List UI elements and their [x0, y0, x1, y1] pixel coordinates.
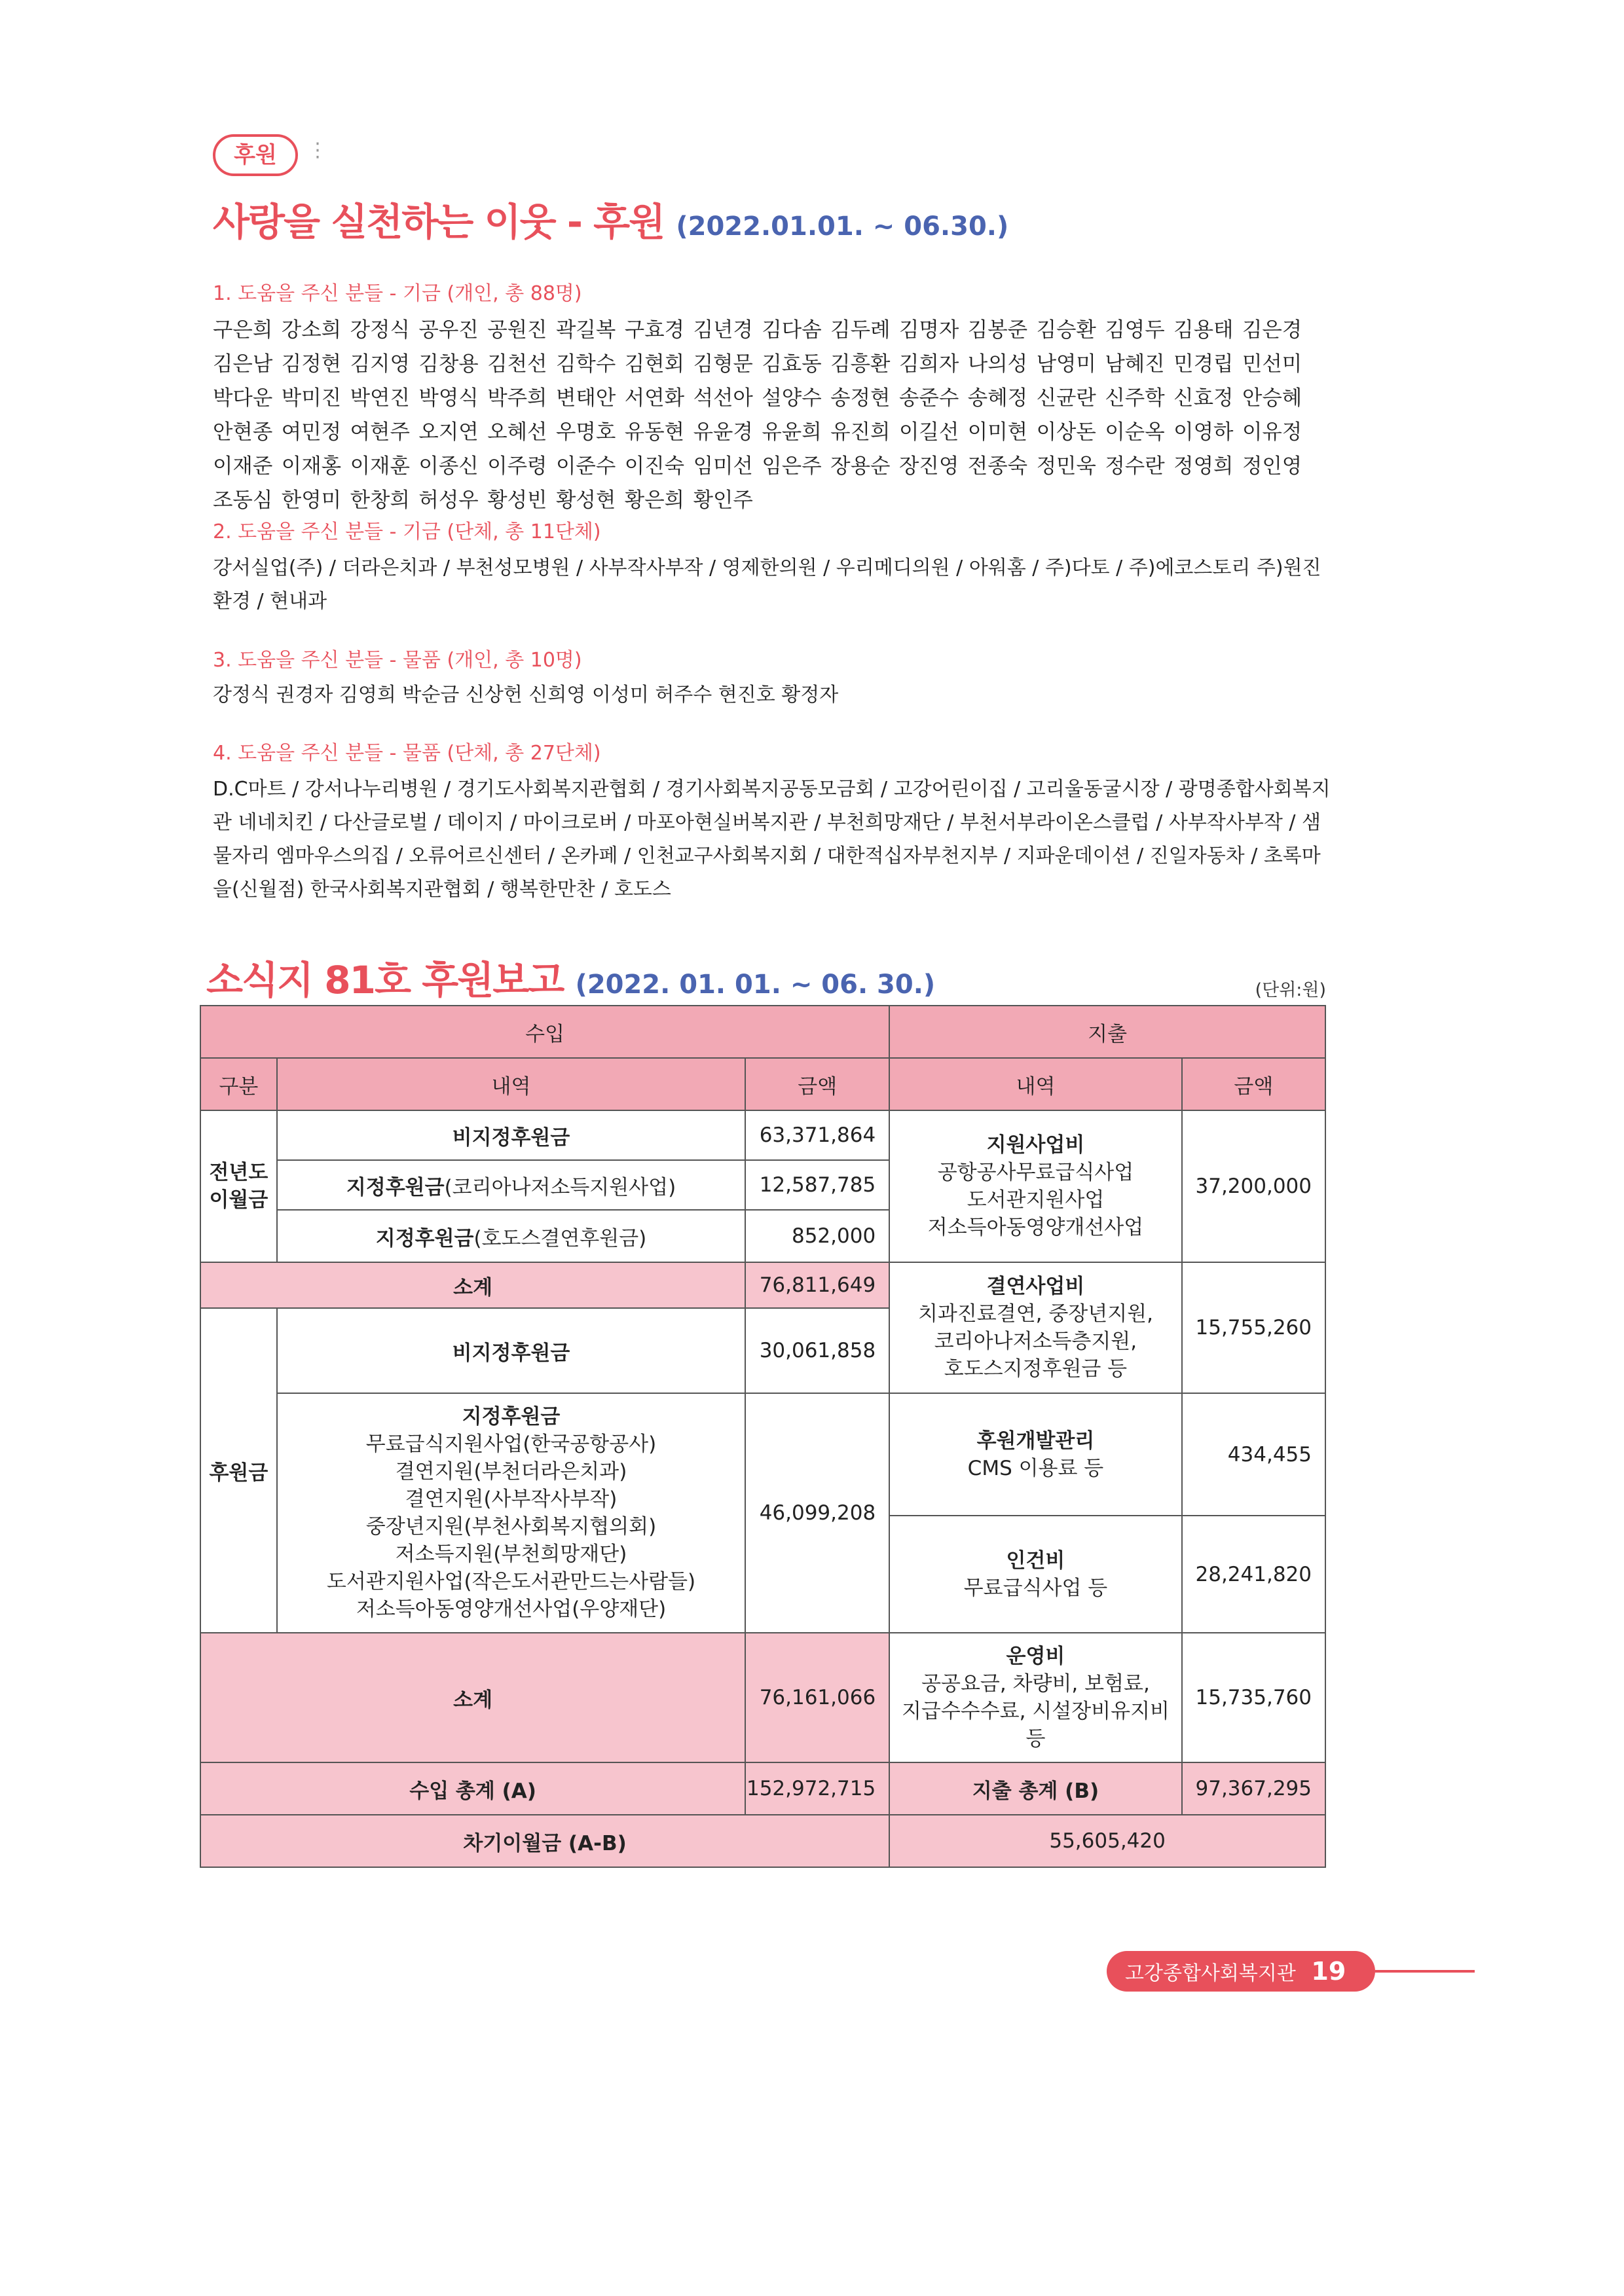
donor-name: 유윤경 — [693, 420, 753, 444]
group-fund-donors: 강서실업(주) / 더라은치과 / 부천성모병원 / 사부작사부작 / 영제한의원 / 우리메디의원 / 아워홈 / 주)다토 / 주)에코스토리 주)원진환경 / 현내과 — [213, 556, 1321, 613]
page-headline — [213, 191, 1008, 246]
report-period: (2022. 01. 01. ~ 06. 30.) — [575, 970, 936, 1000]
donor-name: 이재홍 — [281, 454, 342, 478]
donor-name: 강정식 — [350, 318, 410, 342]
footer-pill — [1107, 1951, 1375, 1992]
donation-subtotal-label: 소계 — [200, 1633, 745, 1762]
donor-name: 김정현 — [281, 352, 342, 376]
section-title-1: 1. 도움을 주신 분들 - 기금 (개인, 총 88명) — [213, 282, 582, 305]
group-goods-donors: D.C마트 / 강서나누리병원 / 경기도사회복지관협회 / 경기사회복지공동모금회 / 고강어린이집 / 고리울동굴시장 / 광명종합사회복지관 네네치킨 / 다산글로벌 / 데이지 / 마이크로버 / 마포아현실버복지관 / 부천희망재단 / 부천서부라이온스클럽 / 사부작사부작 / 샘물자리 엠마우스의집 / 오류어르신센터 / 온카페 / 인천교구사회복지회 / 대한적십자부천지부 / 지파운데이션 / 진일자동차 / 초록마을(신월점) 한국사회복지관협회 / 행복한만찬 / 호도스 — [213, 778, 1331, 901]
donor-name: 김지영 — [350, 352, 410, 376]
donor-name: 허성우 — [418, 488, 479, 512]
income-detail-header: 내역 — [277, 1058, 745, 1110]
donor-name: 이길선 — [898, 420, 959, 444]
donor-name: 이순옥 — [1105, 420, 1165, 444]
donor-name: 남혜진 — [1105, 352, 1165, 376]
report-title-text: 소식지 81호 후원보고 — [206, 958, 564, 1002]
donor-name: 임은주 — [762, 454, 822, 478]
donor-name: 김다솜 — [762, 318, 822, 342]
donor-name: 한창희 — [350, 488, 410, 512]
donor-name: 정인영 — [1242, 454, 1302, 478]
income-amount-header: 금액 — [745, 1058, 889, 1110]
donor-name: 민경립 — [1173, 352, 1234, 376]
expense-item-2: 결연사업비 치과진료결연, 중장년지원, 코리아나저소득층지원, 호도스지정후원금 등 — [889, 1262, 1182, 1393]
donor-name: 신균란 — [1036, 386, 1096, 410]
donor-name: 송준수 — [898, 386, 959, 410]
donor-name: 이상돈 — [1036, 420, 1096, 444]
donor-name: 석선아 — [693, 386, 753, 410]
donor-name: 안현종 — [213, 420, 273, 444]
expense-amount-5: 15,735,760 — [1182, 1633, 1325, 1762]
income-header: 수입 — [200, 1006, 889, 1058]
expense-item-5: 운영비 공공요금, 차량비, 보험료, 지급수수수료, 시설장비유지비 등 — [889, 1633, 1182, 1762]
donor-name: 구효경 — [624, 318, 685, 342]
headline-period: (2022.01.01. ~ 06.30.) — [676, 211, 1009, 242]
tag-dots: ⋮ — [308, 139, 327, 162]
donor-name: 김영두 — [1105, 318, 1165, 342]
donor-name: 민선미 — [1242, 352, 1302, 376]
donor-name: 박다운 — [213, 386, 273, 410]
donor-name: 황성빈 — [487, 488, 547, 512]
donor-name: 김학수 — [555, 352, 616, 376]
undesignated-label: 비지정후원금 — [277, 1308, 745, 1393]
donor-name: 이주령 — [487, 454, 547, 478]
donor-name: 박미진 — [281, 386, 342, 410]
designated-amount: 46,099,208 — [745, 1393, 889, 1633]
donor-name: 김은경 — [1242, 318, 1302, 342]
carry-subtotal: 76,811,649 — [745, 1262, 889, 1308]
donor-name: 남영미 — [1036, 352, 1096, 376]
donor-name: 이유정 — [1242, 420, 1302, 444]
footer-line — [1375, 1970, 1475, 1973]
donor-name: 박영식 — [418, 386, 479, 410]
unit-label: (단위:원) — [1255, 980, 1326, 1000]
donor-name: 정영희 — [1173, 454, 1234, 478]
donor-name: 변태안 — [555, 386, 616, 410]
income-total-label: 수입 총계 (A) — [200, 1762, 745, 1815]
donor-name: 장용순 — [830, 454, 891, 478]
donor-name: 이미현 — [967, 420, 1028, 444]
donor-name: 박주희 — [487, 386, 547, 410]
donor-name: 강소희 — [281, 318, 342, 342]
expense-amount-header: 금액 — [1182, 1058, 1325, 1110]
donor-name: 구은희 — [213, 318, 273, 342]
carry-row-1: 비지정후원금 — [277, 1110, 745, 1160]
section-title-3: 3. 도움을 주신 분들 - 물품 (개인, 총 10명) — [213, 649, 582, 672]
donor-name: 김효동 — [762, 352, 822, 376]
donor-name: 나의성 — [967, 352, 1028, 376]
designated-block: 지정후원금 무료급식지원사업(한국공항공사) 결연지원(부천더라은치과) 결연지원(사부작사부작) 중장년지원(부천사회복지협의회) 저소득지원(부천희망재단) 도서관지원사업(작은도서관만드는사람들) 저소득아동영양개선사업(우양재단) — [277, 1393, 745, 1633]
donor-name: 곽길복 — [555, 318, 616, 342]
donor-name: 김천선 — [487, 352, 547, 376]
donor-name: 김명자 — [898, 318, 959, 342]
donor-name: 한영미 — [281, 488, 342, 512]
donor-name: 김년경 — [693, 318, 753, 342]
donor-name: 황성현 — [555, 488, 616, 512]
donor-name: 황인주 — [693, 488, 753, 512]
carry-amount-2: 12,587,785 — [745, 1160, 889, 1210]
expense-amount-1: 37,200,000 — [1182, 1110, 1325, 1262]
donor-name: 여현주 — [350, 420, 410, 444]
donor-name: 공우진 — [418, 318, 479, 342]
expense-detail-header: 내역 — [889, 1058, 1182, 1110]
expense-total-label: 지출 총계 (B) — [889, 1762, 1182, 1815]
donation-report-table — [200, 1005, 1326, 1868]
page-number: 19 — [1311, 1957, 1346, 1986]
category-header: 구분 — [200, 1058, 277, 1110]
donor-name: 정수란 — [1105, 454, 1165, 478]
donor-name: 유윤희 — [762, 420, 822, 444]
donor-name: 공원진 — [487, 318, 547, 342]
donor-name: 여민정 — [281, 420, 342, 444]
donor-name: 박연진 — [350, 386, 410, 410]
donor-name: 이종신 — [418, 454, 479, 478]
donor-name: 임미선 — [693, 454, 753, 478]
expense-item-3: 후원개발관리 CMS 이용료 등 — [889, 1393, 1182, 1516]
donor-name: 이진숙 — [624, 454, 685, 478]
donor-name: 오혜선 — [487, 420, 547, 444]
carry-amount-1: 63,371,864 — [745, 1110, 889, 1160]
donation-subtotal: 76,161,066 — [745, 1633, 889, 1762]
carry-amount-3: 852,000 — [745, 1210, 889, 1262]
donor-name: 정민욱 — [1036, 454, 1096, 478]
section-title-2: 2. 도움을 주신 분들 - 기금 (단체, 총 11단체) — [213, 520, 601, 543]
donor-name: 이재준 — [213, 454, 273, 478]
donor-name: 황은희 — [624, 488, 685, 512]
donor-name: 김희자 — [898, 352, 959, 376]
individual-donor-list — [213, 313, 1339, 517]
donor-name: 김창용 — [418, 352, 479, 376]
donation-label: 후원금 — [200, 1308, 277, 1633]
donor-name: 송정현 — [830, 386, 891, 410]
section-title-4: 4. 도움을 주신 분들 - 물품 (단체, 총 27단체) — [213, 742, 601, 765]
donor-name: 김봉준 — [967, 318, 1028, 342]
footer-org: 고강종합사회복지관 — [1125, 1962, 1296, 1985]
expense-item-4: 인건비 무료급식사업 등 — [889, 1516, 1182, 1633]
donor-name: 전종숙 — [967, 454, 1028, 478]
carry-row-2: 지정후원금(코리아나저소득지원사업) — [277, 1160, 745, 1210]
headline-title: 사랑을 실천하는 이웃 - 후원 — [213, 200, 665, 244]
donor-name: 김승환 — [1036, 318, 1096, 342]
donor-name: 서연화 — [624, 386, 685, 410]
report-title — [206, 949, 935, 1004]
balance-label: 차기이월금 (A-B) — [200, 1815, 889, 1867]
donor-name: 설양수 — [762, 386, 822, 410]
donor-name: 이영하 — [1173, 420, 1234, 444]
donor-name: 김은남 — [213, 352, 273, 376]
donor-name: 김형문 — [693, 352, 753, 376]
section-tag: 후원 — [213, 134, 298, 176]
donor-name: 안승혜 — [1242, 386, 1302, 410]
donor-name: 김용태 — [1173, 318, 1234, 342]
expense-amount-2: 15,755,260 — [1182, 1262, 1325, 1393]
expense-header: 지출 — [889, 1006, 1325, 1058]
donor-name: 우명호 — [555, 420, 616, 444]
donor-name: 이준수 — [555, 454, 616, 478]
undesignated-amount: 30,061,858 — [745, 1308, 889, 1393]
expense-amount-4: 28,241,820 — [1182, 1516, 1325, 1633]
income-total: 152,972,715 — [745, 1762, 889, 1815]
donor-name: 김현회 — [624, 352, 685, 376]
donor-name: 김두례 — [830, 318, 891, 342]
individual-goods-donors: 강정식 권경자 김영희 박순금 신상헌 신희영 이성미 허주수 현진호 황정자 — [213, 683, 839, 706]
donor-name: 김흥환 — [830, 352, 891, 376]
donor-name: 유동현 — [624, 420, 685, 444]
donor-name: 신주학 — [1105, 386, 1165, 410]
carry-row-3: 지정후원금(호도스결연후원금) — [277, 1210, 745, 1262]
donor-name: 송혜정 — [967, 386, 1028, 410]
donor-name: 장진영 — [898, 454, 959, 478]
carry-subtotal-label: 소계 — [200, 1262, 745, 1308]
donor-name: 조동심 — [213, 488, 273, 512]
donor-name: 유진희 — [830, 420, 891, 444]
carryover-label: 전년도 이월금 — [200, 1110, 277, 1262]
expense-amount-3: 434,455 — [1182, 1393, 1325, 1516]
expense-item-1: 지원사업비 공항공사무료급식사업 도서관지원사업 저소득아동영양개선사업 — [889, 1110, 1182, 1262]
donor-name: 오지연 — [418, 420, 479, 444]
balance-amount: 55,605,420 — [889, 1815, 1325, 1867]
donor-name: 신효정 — [1173, 386, 1234, 410]
expense-total: 97,367,295 — [1182, 1762, 1325, 1815]
donor-name: 이재훈 — [350, 454, 410, 478]
